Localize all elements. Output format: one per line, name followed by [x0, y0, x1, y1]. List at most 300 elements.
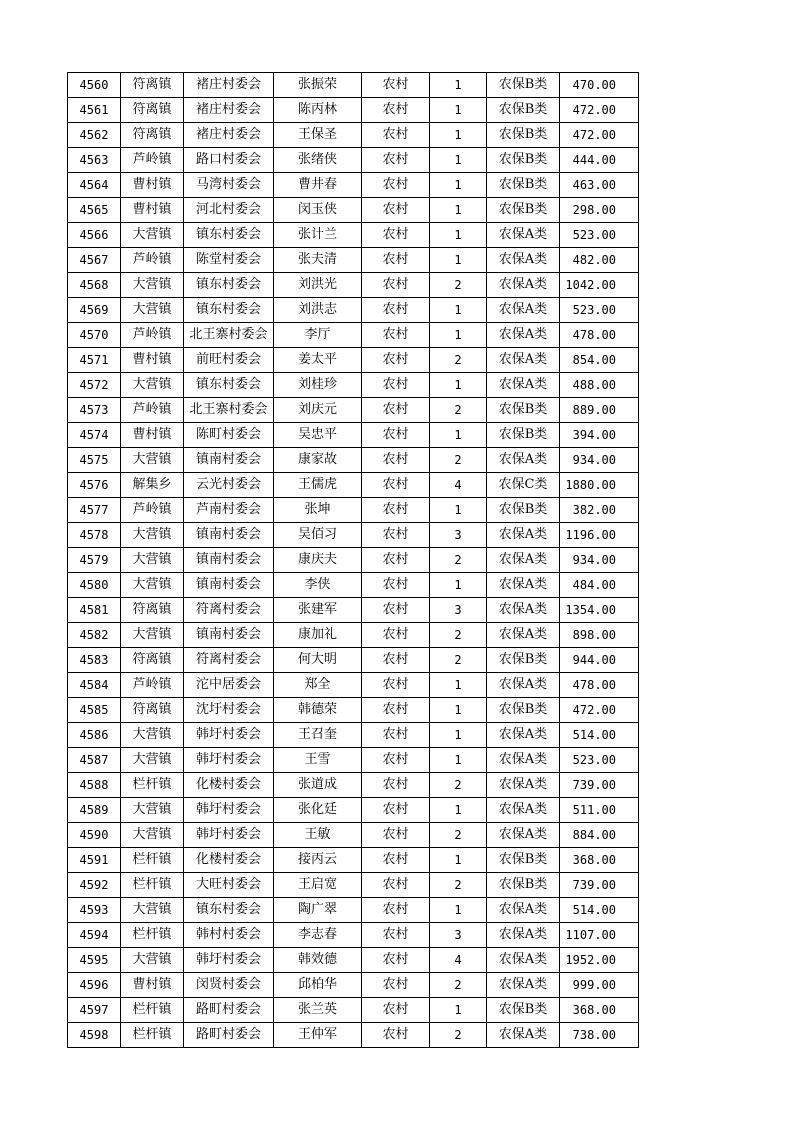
serial-number-cell: 4581	[68, 598, 121, 623]
serial-number-cell: 4594	[68, 923, 121, 948]
insurance-category-cell: 农保A类	[487, 973, 560, 998]
insurance-category-cell: 农保A类	[487, 348, 560, 373]
insurance-category-cell: 农保A类	[487, 823, 560, 848]
person-name-cell: 李侠	[274, 573, 362, 598]
household-type-cell: 农村	[362, 523, 430, 548]
member-count-cell: 1	[430, 423, 487, 448]
insurance-category-cell: 农保A类	[487, 673, 560, 698]
member-count-cell: 1	[430, 373, 487, 398]
village-committee-cell: 云光村委会	[184, 473, 274, 498]
serial-number-cell: 4572	[68, 373, 121, 398]
person-name-cell: 郑全	[274, 673, 362, 698]
amount-cell: 470.00	[560, 73, 639, 98]
amount-cell: 368.00	[560, 998, 639, 1023]
amount-cell: 1042.00	[560, 273, 639, 298]
person-name-cell: 吴佰习	[274, 523, 362, 548]
household-type-cell: 农村	[362, 823, 430, 848]
town-cell: 大营镇	[121, 448, 184, 473]
serial-number-cell: 4567	[68, 248, 121, 273]
roster-table	[67, 72, 639, 1048]
household-type-cell: 农村	[362, 723, 430, 748]
person-name-cell: 闵玉侠	[274, 198, 362, 223]
insurance-category-cell: 农保B类	[487, 73, 560, 98]
table-row	[68, 898, 639, 923]
member-count-cell: 1	[430, 998, 487, 1023]
insurance-category-cell: 农保B类	[487, 398, 560, 423]
member-count-cell: 2	[430, 773, 487, 798]
serial-number-cell: 4582	[68, 623, 121, 648]
amount-cell: 478.00	[560, 323, 639, 348]
member-count-cell: 2	[430, 823, 487, 848]
amount-cell: 368.00	[560, 848, 639, 873]
serial-number-cell: 4562	[68, 123, 121, 148]
town-cell: 芦岭镇	[121, 673, 184, 698]
amount-cell: 934.00	[560, 548, 639, 573]
village-committee-cell: 镇东村委会	[184, 298, 274, 323]
village-committee-cell: 镇南村委会	[184, 573, 274, 598]
village-committee-cell: 闵贤村委会	[184, 973, 274, 998]
serial-number-cell: 4585	[68, 698, 121, 723]
insurance-category-cell: 农保B类	[487, 698, 560, 723]
member-count-cell: 3	[430, 598, 487, 623]
amount-cell: 514.00	[560, 723, 639, 748]
member-count-cell: 1	[430, 723, 487, 748]
household-type-cell: 农村	[362, 473, 430, 498]
household-type-cell: 农村	[362, 298, 430, 323]
town-cell: 芦岭镇	[121, 148, 184, 173]
insurance-category-cell: 农保A类	[487, 523, 560, 548]
town-cell: 大营镇	[121, 223, 184, 248]
person-name-cell: 李厅	[274, 323, 362, 348]
village-committee-cell: 韩圩村委会	[184, 723, 274, 748]
member-count-cell: 4	[430, 948, 487, 973]
village-committee-cell: 镇南村委会	[184, 523, 274, 548]
household-type-cell: 农村	[362, 548, 430, 573]
household-type-cell: 农村	[362, 1023, 430, 1048]
household-type-cell: 农村	[362, 423, 430, 448]
village-committee-cell: 镇东村委会	[184, 898, 274, 923]
member-count-cell: 1	[430, 198, 487, 223]
amount-cell: 523.00	[560, 298, 639, 323]
insurance-category-cell: 农保A类	[487, 948, 560, 973]
person-name-cell: 张化廷	[274, 798, 362, 823]
person-name-cell: 刘洪志	[274, 298, 362, 323]
member-count-cell: 1	[430, 98, 487, 123]
insurance-category-cell: 农保A类	[487, 448, 560, 473]
town-cell: 芦岭镇	[121, 248, 184, 273]
table-row	[68, 548, 639, 573]
town-cell: 符离镇	[121, 698, 184, 723]
table-row	[68, 798, 639, 823]
member-count-cell: 2	[430, 648, 487, 673]
insurance-category-cell: 农保A类	[487, 223, 560, 248]
town-cell: 大营镇	[121, 298, 184, 323]
member-count-cell: 2	[430, 448, 487, 473]
insurance-category-cell: 农保B类	[487, 173, 560, 198]
table-row	[68, 298, 639, 323]
member-count-cell: 3	[430, 523, 487, 548]
village-committee-cell: 路町村委会	[184, 998, 274, 1023]
member-count-cell: 1	[430, 898, 487, 923]
town-cell: 曹村镇	[121, 973, 184, 998]
person-name-cell: 刘桂珍	[274, 373, 362, 398]
town-cell: 大营镇	[121, 798, 184, 823]
amount-cell: 934.00	[560, 448, 639, 473]
town-cell: 栏杆镇	[121, 848, 184, 873]
person-name-cell: 何大明	[274, 648, 362, 673]
insurance-category-cell: 农保A类	[487, 748, 560, 773]
serial-number-cell: 4569	[68, 298, 121, 323]
household-type-cell: 农村	[362, 98, 430, 123]
village-committee-cell: 镇东村委会	[184, 273, 274, 298]
household-type-cell: 农村	[362, 948, 430, 973]
table-row	[68, 848, 639, 873]
household-type-cell: 农村	[362, 898, 430, 923]
person-name-cell: 王启宽	[274, 873, 362, 898]
table-row	[68, 623, 639, 648]
member-count-cell: 2	[430, 273, 487, 298]
member-count-cell: 1	[430, 298, 487, 323]
town-cell: 大营镇	[121, 623, 184, 648]
amount-cell: 1354.00	[560, 598, 639, 623]
village-committee-cell: 路町村委会	[184, 1023, 274, 1048]
amount-cell: 1196.00	[560, 523, 639, 548]
serial-number-cell: 4591	[68, 848, 121, 873]
town-cell: 曹村镇	[121, 348, 184, 373]
table-row	[68, 923, 639, 948]
serial-number-cell: 4586	[68, 723, 121, 748]
table-row	[68, 223, 639, 248]
member-count-cell: 1	[430, 248, 487, 273]
amount-cell: 1952.00	[560, 948, 639, 973]
amount-cell: 444.00	[560, 148, 639, 173]
person-name-cell: 刘洪光	[274, 273, 362, 298]
serial-number-cell: 4580	[68, 573, 121, 598]
serial-number-cell: 4574	[68, 423, 121, 448]
amount-cell: 382.00	[560, 498, 639, 523]
roster-body	[68, 73, 639, 1048]
person-name-cell: 邱柏华	[274, 973, 362, 998]
household-type-cell: 农村	[362, 573, 430, 598]
village-committee-cell: 韩村村委会	[184, 923, 274, 948]
town-cell: 栏杆镇	[121, 873, 184, 898]
town-cell: 芦岭镇	[121, 398, 184, 423]
table-row	[68, 873, 639, 898]
table-row	[68, 98, 639, 123]
village-committee-cell: 陈堂村委会	[184, 248, 274, 273]
village-committee-cell: 化楼村委会	[184, 773, 274, 798]
town-cell: 曹村镇	[121, 198, 184, 223]
person-name-cell: 康加礼	[274, 623, 362, 648]
village-committee-cell: 大旺村委会	[184, 873, 274, 898]
person-name-cell: 陈丙林	[274, 98, 362, 123]
amount-cell: 394.00	[560, 423, 639, 448]
serial-number-cell: 4561	[68, 98, 121, 123]
insurance-category-cell: 农保A类	[487, 573, 560, 598]
household-type-cell: 农村	[362, 323, 430, 348]
household-type-cell: 农村	[362, 348, 430, 373]
village-committee-cell: 路口村委会	[184, 148, 274, 173]
village-committee-cell: 符离村委会	[184, 598, 274, 623]
town-cell: 大营镇	[121, 573, 184, 598]
amount-cell: 523.00	[560, 223, 639, 248]
household-type-cell: 农村	[362, 248, 430, 273]
person-name-cell: 张坤	[274, 498, 362, 523]
town-cell: 大营镇	[121, 523, 184, 548]
table-row	[68, 198, 639, 223]
insurance-category-cell: 农保B类	[487, 98, 560, 123]
serial-number-cell: 4578	[68, 523, 121, 548]
table-row	[68, 998, 639, 1023]
village-committee-cell: 河北村委会	[184, 198, 274, 223]
serial-number-cell: 4598	[68, 1023, 121, 1048]
household-type-cell: 农村	[362, 873, 430, 898]
insurance-category-cell: 农保B类	[487, 848, 560, 873]
table-row	[68, 348, 639, 373]
person-name-cell: 曹井春	[274, 173, 362, 198]
insurance-category-cell: 农保A类	[487, 273, 560, 298]
member-count-cell: 1	[430, 148, 487, 173]
insurance-category-cell: 农保A类	[487, 773, 560, 798]
town-cell: 大营镇	[121, 898, 184, 923]
table-row	[68, 323, 639, 348]
table-row	[68, 173, 639, 198]
amount-cell: 482.00	[560, 248, 639, 273]
amount-cell: 738.00	[560, 1023, 639, 1048]
person-name-cell: 王召奎	[274, 723, 362, 748]
member-count-cell: 1	[430, 223, 487, 248]
town-cell: 曹村镇	[121, 423, 184, 448]
amount-cell: 999.00	[560, 973, 639, 998]
person-name-cell: 韩德荣	[274, 698, 362, 723]
person-name-cell: 康庆夫	[274, 548, 362, 573]
table-row	[68, 948, 639, 973]
person-name-cell: 接丙云	[274, 848, 362, 873]
member-count-cell: 2	[430, 398, 487, 423]
table-row	[68, 773, 639, 798]
serial-number-cell: 4587	[68, 748, 121, 773]
table-row	[68, 748, 639, 773]
table-row	[68, 598, 639, 623]
table-row	[68, 373, 639, 398]
household-type-cell: 农村	[362, 173, 430, 198]
amount-cell: 511.00	[560, 798, 639, 823]
town-cell: 栏杆镇	[121, 998, 184, 1023]
table-row	[68, 273, 639, 298]
serial-number-cell: 4566	[68, 223, 121, 248]
person-name-cell: 张振荣	[274, 73, 362, 98]
household-type-cell: 农村	[362, 198, 430, 223]
person-name-cell: 张绪侠	[274, 148, 362, 173]
insurance-category-cell: 农保A类	[487, 248, 560, 273]
amount-cell: 514.00	[560, 898, 639, 923]
amount-cell: 463.00	[560, 173, 639, 198]
amount-cell: 478.00	[560, 673, 639, 698]
town-cell: 芦岭镇	[121, 498, 184, 523]
insurance-category-cell: 农保B类	[487, 423, 560, 448]
insurance-category-cell: 农保B类	[487, 998, 560, 1023]
member-count-cell: 1	[430, 323, 487, 348]
village-committee-cell: 镇南村委会	[184, 548, 274, 573]
person-name-cell: 王雪	[274, 748, 362, 773]
amount-cell: 1880.00	[560, 473, 639, 498]
serial-number-cell: 4563	[68, 148, 121, 173]
serial-number-cell: 4589	[68, 798, 121, 823]
household-type-cell: 农村	[362, 773, 430, 798]
insurance-category-cell: 农保A类	[487, 323, 560, 348]
household-type-cell: 农村	[362, 673, 430, 698]
person-name-cell: 韩效德	[274, 948, 362, 973]
town-cell: 栏杆镇	[121, 1023, 184, 1048]
member-count-cell: 2	[430, 623, 487, 648]
serial-number-cell: 4579	[68, 548, 121, 573]
household-type-cell: 农村	[362, 223, 430, 248]
insurance-category-cell: 农保C类	[487, 473, 560, 498]
serial-number-cell: 4573	[68, 398, 121, 423]
amount-cell: 523.00	[560, 748, 639, 773]
household-type-cell: 农村	[362, 598, 430, 623]
member-count-cell: 2	[430, 873, 487, 898]
household-type-cell: 农村	[362, 73, 430, 98]
village-committee-cell: 北王寨村委会	[184, 323, 274, 348]
household-type-cell: 农村	[362, 498, 430, 523]
household-type-cell: 农村	[362, 798, 430, 823]
insurance-category-cell: 农保A类	[487, 548, 560, 573]
table-row	[68, 148, 639, 173]
town-cell: 大营镇	[121, 823, 184, 848]
amount-cell: 884.00	[560, 823, 639, 848]
serial-number-cell: 4596	[68, 973, 121, 998]
person-name-cell: 康家故	[274, 448, 362, 473]
person-name-cell: 王儒虎	[274, 473, 362, 498]
insurance-category-cell: 农保B类	[487, 198, 560, 223]
household-type-cell: 农村	[362, 373, 430, 398]
village-committee-cell: 马湾村委会	[184, 173, 274, 198]
insurance-category-cell: 农保B类	[487, 498, 560, 523]
amount-cell: 944.00	[560, 648, 639, 673]
village-committee-cell: 韩圩村委会	[184, 748, 274, 773]
village-committee-cell: 韩圩村委会	[184, 948, 274, 973]
member-count-cell: 4	[430, 473, 487, 498]
serial-number-cell: 4595	[68, 948, 121, 973]
town-cell: 大营镇	[121, 373, 184, 398]
person-name-cell: 姜太平	[274, 348, 362, 373]
member-count-cell: 1	[430, 673, 487, 698]
amount-cell: 488.00	[560, 373, 639, 398]
town-cell: 符离镇	[121, 598, 184, 623]
person-name-cell: 张道成	[274, 773, 362, 798]
village-committee-cell: 镇南村委会	[184, 448, 274, 473]
household-type-cell: 农村	[362, 648, 430, 673]
table-row	[68, 73, 639, 98]
member-count-cell: 2	[430, 1023, 487, 1048]
serial-number-cell: 4565	[68, 198, 121, 223]
insurance-category-cell: 农保A类	[487, 723, 560, 748]
table-row	[68, 398, 639, 423]
table-row	[68, 573, 639, 598]
person-name-cell: 吴忠平	[274, 423, 362, 448]
person-name-cell: 张计兰	[274, 223, 362, 248]
amount-cell: 472.00	[560, 123, 639, 148]
insurance-category-cell: 农保A类	[487, 898, 560, 923]
insurance-category-cell: 农保A类	[487, 373, 560, 398]
member-count-cell: 1	[430, 173, 487, 198]
insurance-category-cell: 农保B类	[487, 648, 560, 673]
village-committee-cell: 沱中居委会	[184, 673, 274, 698]
village-committee-cell: 陈町村委会	[184, 423, 274, 448]
household-type-cell: 农村	[362, 998, 430, 1023]
village-committee-cell: 沈圩村委会	[184, 698, 274, 723]
household-type-cell: 农村	[362, 923, 430, 948]
village-committee-cell: 符离村委会	[184, 648, 274, 673]
town-cell: 大营镇	[121, 723, 184, 748]
serial-number-cell: 4571	[68, 348, 121, 373]
table-row	[68, 473, 639, 498]
serial-number-cell: 4593	[68, 898, 121, 923]
member-count-cell: 1	[430, 573, 487, 598]
serial-number-cell: 4568	[68, 273, 121, 298]
serial-number-cell: 4575	[68, 448, 121, 473]
amount-cell: 739.00	[560, 773, 639, 798]
person-name-cell: 张建军	[274, 598, 362, 623]
serial-number-cell: 4576	[68, 473, 121, 498]
amount-cell: 898.00	[560, 623, 639, 648]
village-committee-cell: 前旺村委会	[184, 348, 274, 373]
amount-cell: 298.00	[560, 198, 639, 223]
amount-cell: 484.00	[560, 573, 639, 598]
table-row	[68, 973, 639, 998]
household-type-cell: 农村	[362, 448, 430, 473]
amount-cell: 472.00	[560, 98, 639, 123]
village-committee-cell: 镇东村委会	[184, 223, 274, 248]
insurance-category-cell: 农保B类	[487, 873, 560, 898]
member-count-cell: 3	[430, 923, 487, 948]
village-committee-cell: 镇南村委会	[184, 623, 274, 648]
amount-cell: 889.00	[560, 398, 639, 423]
town-cell: 解集乡	[121, 473, 184, 498]
village-committee-cell: 北王寨村委会	[184, 398, 274, 423]
insurance-category-cell: 农保A类	[487, 1023, 560, 1048]
member-count-cell: 1	[430, 748, 487, 773]
town-cell: 大营镇	[121, 273, 184, 298]
table-row	[68, 523, 639, 548]
village-committee-cell: 芦南村委会	[184, 498, 274, 523]
town-cell: 曹村镇	[121, 173, 184, 198]
insurance-category-cell: 农保B类	[487, 148, 560, 173]
member-count-cell: 1	[430, 123, 487, 148]
amount-cell: 1107.00	[560, 923, 639, 948]
serial-number-cell: 4577	[68, 498, 121, 523]
town-cell: 大营镇	[121, 748, 184, 773]
village-committee-cell: 韩圩村委会	[184, 823, 274, 848]
household-type-cell: 农村	[362, 623, 430, 648]
member-count-cell: 1	[430, 848, 487, 873]
serial-number-cell: 4583	[68, 648, 121, 673]
insurance-category-cell: 农保A类	[487, 298, 560, 323]
person-name-cell: 李志春	[274, 923, 362, 948]
insurance-category-cell: 农保A类	[487, 623, 560, 648]
serial-number-cell: 4592	[68, 873, 121, 898]
person-name-cell: 张夫清	[274, 248, 362, 273]
insurance-category-cell: 农保A类	[487, 798, 560, 823]
member-count-cell: 2	[430, 973, 487, 998]
town-cell: 芦岭镇	[121, 323, 184, 348]
household-type-cell: 农村	[362, 398, 430, 423]
amount-cell: 854.00	[560, 348, 639, 373]
member-count-cell: 2	[430, 548, 487, 573]
amount-cell: 472.00	[560, 698, 639, 723]
town-cell: 符离镇	[121, 73, 184, 98]
